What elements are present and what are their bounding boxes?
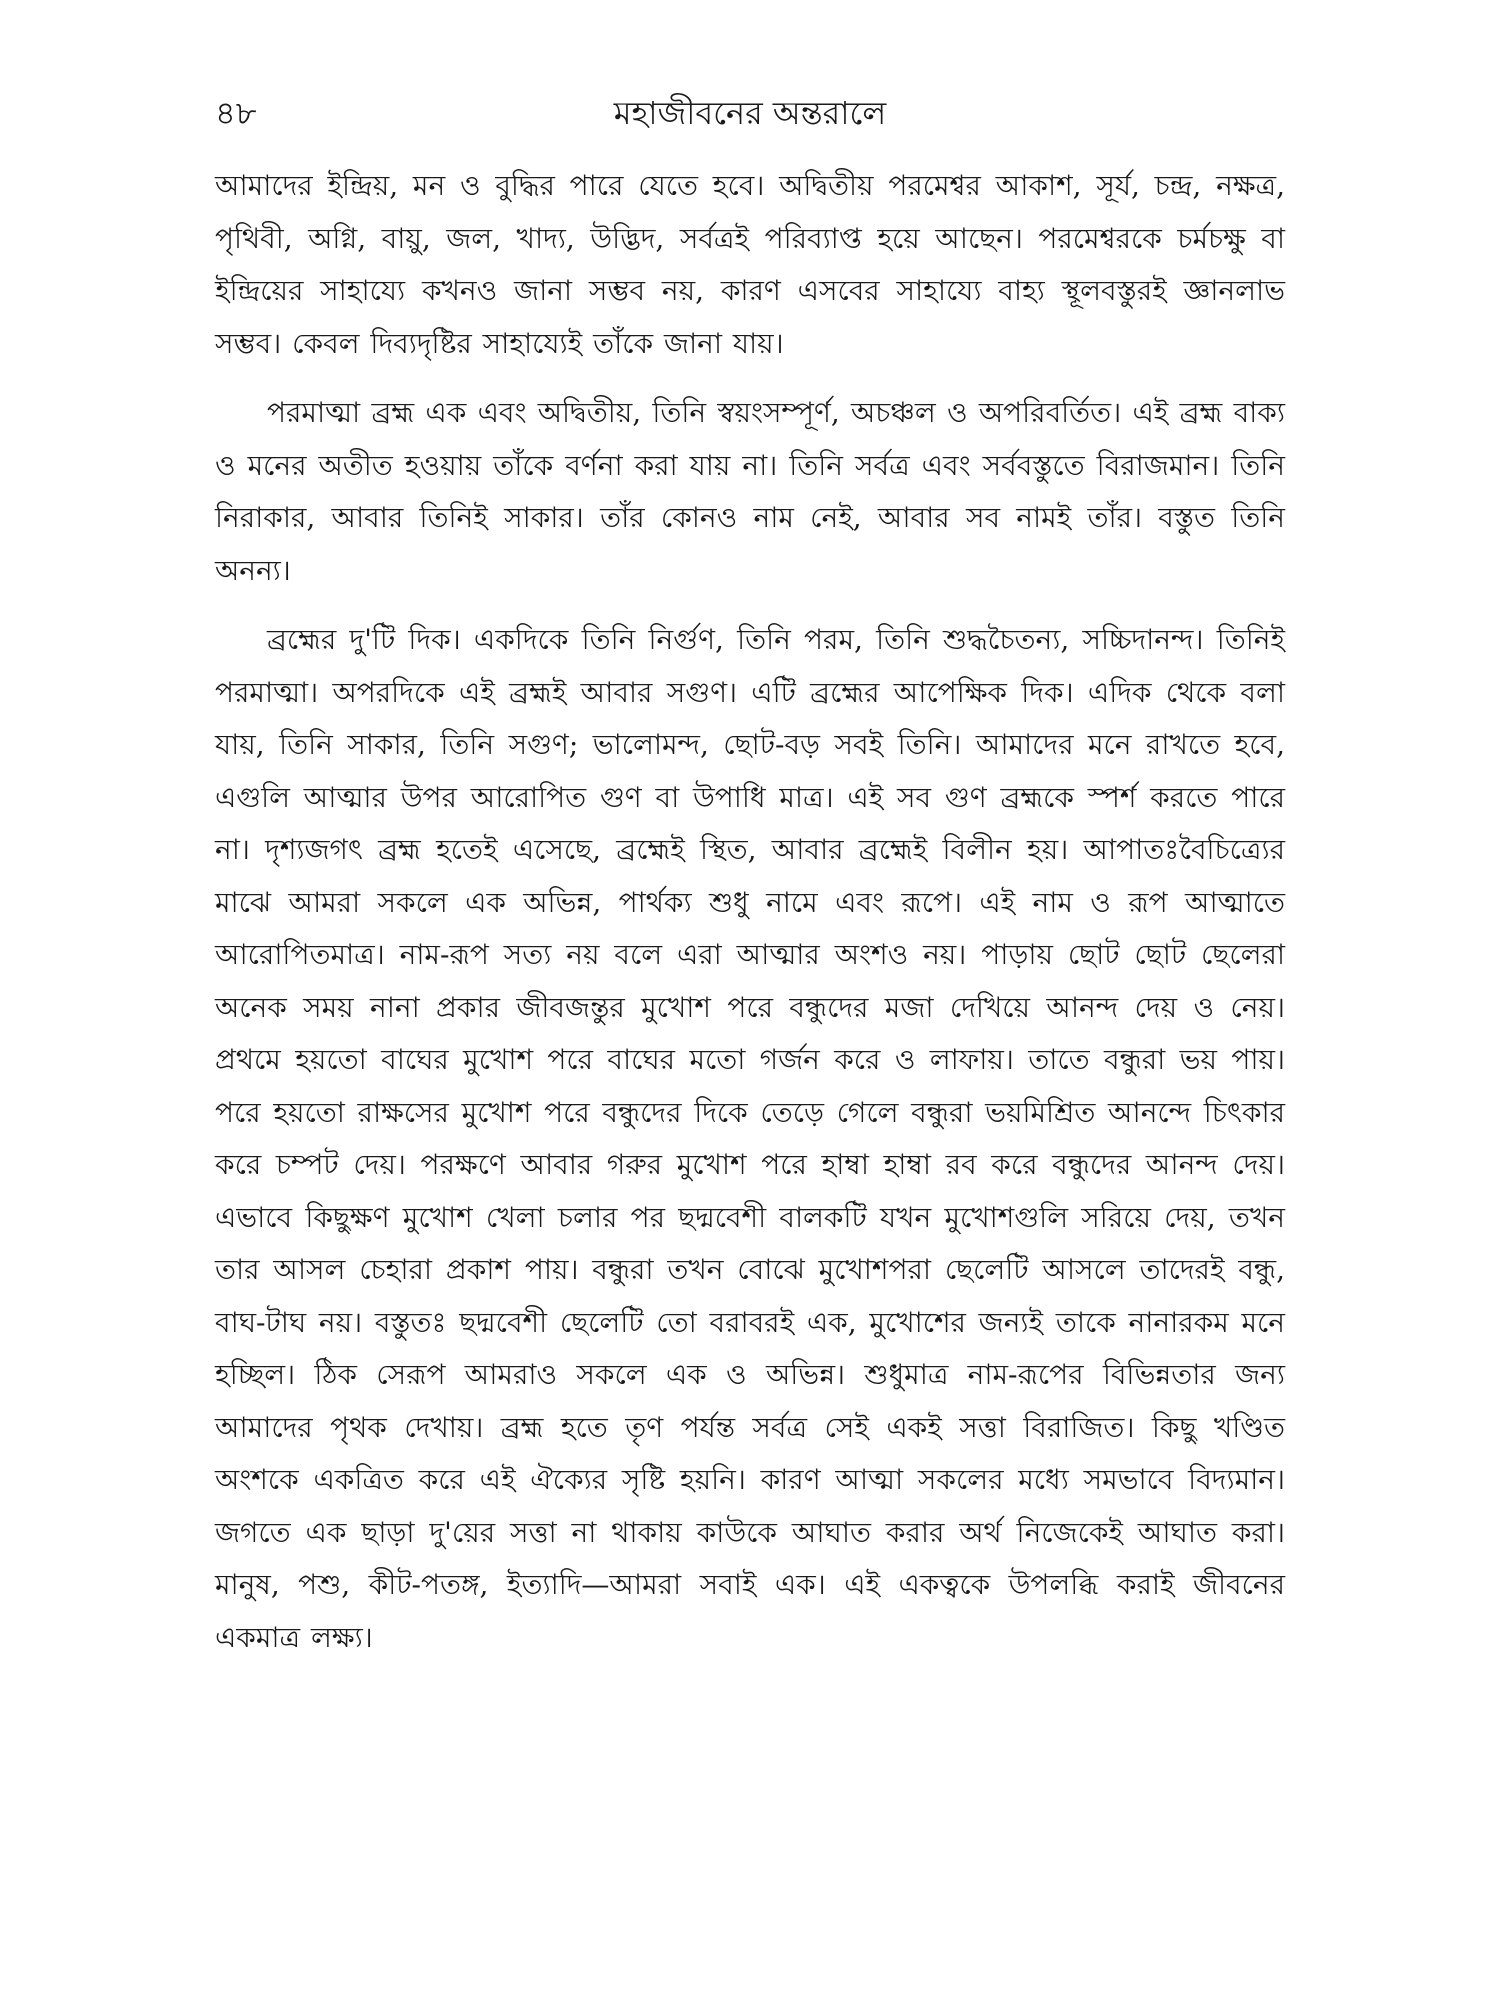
book-title: মহাজীবনের অন্তরালে [613,94,887,132]
paragraph-1: আমাদের ইন্দ্রিয়, মন ও বুদ্ধির পারে যেতে হবে। অদ্বিতীয় পরমেশ্বর আকাশ, সূর্য, চন্দ্র, নক্ষত্র, পৃথিবী, অগ্নি, বায়ু, জল, খাদ্য, উদ্ভিদ, সর্বত্রই পরিব্যাপ্ত হয়ে আছেন। পরমেশ্বরকে চর্মচক্ষু বা ইন্দ্রিয়ের সাহায্যে কখনও জানা সম্ভব নয়, কারণ এসবের সাহায্যে বাহ্য স্থূলবস্তুরই জ্ঞানলাভ সম্ভব। কেবল দিব্যদৃষ্টির সাহায্যেই তাঁকে জানা যায়। [215,169,1285,360]
paragraph-2: পরমাত্মা ব্রহ্ম এক এবং অদ্বিতীয়, তিনি স্বয়ংসম্পূর্ণ, অচঞ্চল ও অপরিবর্তিত। এই ব্রহ্ম বাক্য ও মনের অতীত হওয়ায় তাঁকে বর্ণনা করা যায় না। তিনি সর্বত্র এবং সর্ববস্তুতে বিরাজমান। তিনি নিরাকার, আবার তিনিই সাকার। তাঁর কোনও নাম নেই, আবার সব নামই তাঁর। বস্তুত তিনি অনন্য। [215,396,1285,587]
page-number: ৪৮ [215,94,257,132]
paragraph-3: ব্রহ্মের দু'টি দিক। একদিকে তিনি নির্গুণ, তিনি পরম, তিনি শুদ্ধচৈতন্য, সচ্চিদানন্দ। তিনিই পরমাত্মা। অপরদিকে এই ব্রহ্মই আবার সগুণ। এটি ব্রহ্মের আপেক্ষিক দিক। এদিক থেকে বলা যায়, তিনি সাকার, তিনি সগুণ; ভালোমন্দ, ছোট-বড় সবই তিনি। আমাদের মনে রাখতে হবে, এগুলি আত্মার উপর আরোপিত গুণ বা উপাধি মাত্র। এই সব গুণ ব্রহ্মকে স্পর্শ করতে পারে না। দৃশ্যজগৎ ব্রহ্ম হতেই এসেছে, ব্রহ্মেই স্থিত, আবার ব্রহ্মেই বিলীন হয়। আপাতঃবৈচিত্র্যের মাঝে আমরা সকলে এক অভিন্ন, পার্থক্য শুধু নামে এবং রূপে। এই নাম ও রূপ আত্মাতে আরোপিতমাত্র। নাম-রূপ সত্য নয় বলে এরা আত্মার অংশও নয়। পাড়ায় ছোট ছোট ছেলেরা অনেক সময় নানা প্রকার জীবজন্তুর মুখোশ পরে বন্ধুদের মজা দেখিয়ে আনন্দ দেয় ও নেয়। প্রথমে হয়তো বাঘের মুখোশ পরে বাঘের মতো গর্জন করে ও লাফায়। তাতে বন্ধুরা ভয় পায়। পরে হয়তো রাক্ষসের মুখোশ পরে বন্ধুদের দিকে তেড়ে গেলে বন্ধুরা ভয়মিশ্রিত আনন্দে চিৎকার করে চম্পট দেয়। পরক্ষণে আবার গরুর মুখোশ পরে হাম্বা হাম্বা রব করে বন্ধুদের আনন্দ দেয়। এভাবে কিছুক্ষণ মুখোশ খেলা চলার পর ছদ্মবেশী বালকটি যখন মুখোশগুলি সরিয়ে দেয়, তখন তার আসল চেহারা প্রকাশ পায়। বন্ধুরা তখন বোঝে মুখোশপরা ছেলেটি আসলে তাদেরই বন্ধু, বাঘ-টাঘ নয়। বস্তুতঃ ছদ্মবেশী ছেলেটি তো বরাবরই এক, মুখোশের জন্যই তাকে নানারকম মনে হচ্ছিল। ঠিক সেরূপ আমরাও সকলে এক ও অভিন্ন। শুধুমাত্র নাম-রূপের বিভিন্নতার জন্য আমাদের পৃথক দেখায়। ব্রহ্ম হতে তৃণ পর্যন্ত সর্বত্র সেই একই সত্তা বিরাজিত। কিছু খণ্ডিত অংশকে একত্রিত করে এই ঐক্যের সৃষ্টি হয়নি। কারণ আত্মা সকলের মধ্যে সমভাবে বিদ্যমান। জগতে এক ছাড়া দু'য়ের সত্তা না থাকায় কাউকে আঘাত করার অর্থ নিজেকেই আঘাত করা। মানুষ, পশু, কীট-পতঙ্গ, ইত্যাদি—আমরা সবাই এক। এই একত্বকে উপলব্ধি করাই জীবনের একমাত্র লক্ষ্য। [215,623,1285,1654]
running-header [215,88,1285,138]
body-text [215,160,1285,1664]
